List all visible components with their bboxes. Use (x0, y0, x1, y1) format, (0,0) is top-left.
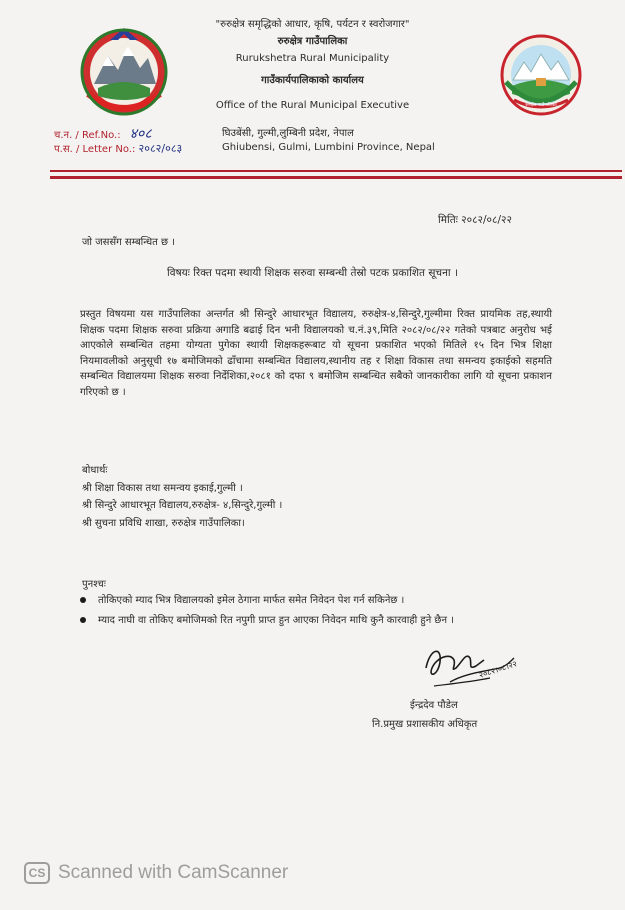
reference-number-value: ४०८ (129, 126, 152, 142)
municipality-motto: "रुरुक्षेत्र समृद्धिको आधार, कृषि, पर्यटन र स्वरोजगार" (215, 19, 410, 30)
camscanner-logo-icon: CS (24, 862, 50, 884)
address-english: Ghiubensi, Gulmi, Lumbini Province, Nepal (222, 142, 435, 153)
letter-number-label: प.स. / Letter No.: (54, 144, 136, 155)
cc-item: श्री सुचना प्रविधि शाखा, रुरुक्षेत्र गाउँपालिका। (82, 518, 245, 529)
header-divider-thin (50, 170, 622, 172)
letter-number-row (54, 141, 182, 156)
letter-date: मितिः २०८२/०८/२२ (438, 214, 512, 226)
bullet-icon (80, 617, 86, 623)
signer-name: ईन्द्रदेव पौडेल (410, 700, 458, 711)
signature-icon (420, 638, 520, 694)
postscript-title: पुनश्चः (82, 579, 106, 590)
office-name-english: Office of the Rural Municipal Executive (215, 100, 410, 111)
postscript-note (80, 612, 454, 626)
postscript-note (80, 592, 404, 606)
address-nepali: घिउबेंसी, गुल्मी,लुम्बिनी प्रदेश, नेपाल (222, 128, 354, 139)
signature-date: २०८२।०८।२२ (477, 659, 519, 680)
office-name-nepali: गाउँकार्यपालिकाको कार्यालय (261, 75, 364, 86)
municipality-logo-icon (500, 34, 582, 116)
camscanner-watermark (24, 862, 288, 884)
letter-subject: विषयः रिक्त पदमा स्थायी शिक्षक सरुवा सम्बन्धी तेस्रो पटक प्रकाशित सूचना । (167, 267, 458, 279)
letter-addressee: जो जससँग सम्बन्धित छ । (82, 237, 176, 248)
letter-number-value: २०८२/०८३ (138, 142, 183, 155)
municipality-name-english: Rurukshetra Rural Municipality (235, 53, 390, 64)
letter-body: प्रस्तुत विषयमा यस गाउँपालिका अन्तर्गत श्री सिन्दुरे आधारभूत विद्यालय, रुरुक्षेत्र-४,सिन्दुरे,गुल्मीमा रिक्त प्रायमिक तह,स्थायी शिक्षक पदमा शिक्षक सरुवा प्रक्रिया अगाडि बढाई दिन भनी विद्यालयको च.नं.३९,मिति २०८२/०८/२२ गतेको पत्रबाट अनुरोध भई आएकोले सम्बन्धित तहमा योग्यता पुगेका स्थायी शिक्षकहरूबाट यो सूचना प्रकाशित भएको मितिले १५ दिन भित्र शिक्षा नियमावलीको अनुसूची १७ बमोजिमको ढाँचामा सम्बन्धित विद्यालय,स्थानीय तह र शिक्षा विकास तथा समन्वय इकाईको सहमति सम्बन्धित विद्यालयमा शिक्षक सरुवा निर्देशिका,२०८१ को दफा ९ बमोजिम सम्बन्धित सबैको जानकारीका लागि यो सूचना प्रकाशन गरिएको छ । (80, 309, 552, 398)
cc-item: श्री शिक्षा विकास तथा समन्वय इकाई,गुल्मी । (82, 483, 243, 494)
cc-item: श्री सिन्दुरे आधारभूत विद्यालय,रुरुक्षेत्र- ४,सिन्दुरे,गुल्मी । (82, 500, 283, 511)
municipality-name-nepali: रुरुक्षेत्र गाउँपालिका (277, 36, 348, 47)
postscript-note-text: तोकिएको म्याद भित्र विद्यालयको इमेल ठेगाना मार्फत समेत निवेदन पेश गर्न सकिनेछ । (98, 595, 405, 606)
municipality-logo-text: रुरुक्षेत्र गाउँपालिका (525, 103, 557, 108)
cc-title: बोधार्थः (82, 465, 108, 476)
bullet-icon (80, 597, 86, 603)
reference-number-label: च.न. / Ref.No.: (54, 130, 121, 141)
camscanner-watermark-text: Scanned with CamScanner (58, 862, 289, 883)
header-divider-thick (50, 176, 622, 179)
postscript-note-text: म्याद नाघी वा तोकिए बमोजिमको रित नपुगी प्राप्त हुन आएका निवेदन माथि कुनै कारवाही हुने छैन । (98, 615, 454, 626)
signer-designation: नि.प्रमुख प्रशासकीय अधिकृत (372, 719, 478, 730)
